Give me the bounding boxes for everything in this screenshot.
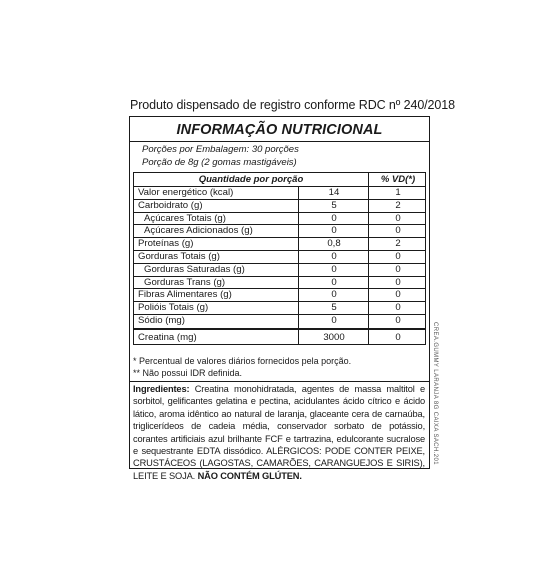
regulatory-note: Produto dispensado de registro conforme RDC nº 240/2018 [130,98,455,112]
nutrient-name: Creatina (mg) [138,331,197,343]
nutrient-name: Carboidrato (g) [138,199,203,211]
table-row [134,251,425,264]
creatine-row [134,328,425,344]
serving-size: Porção de 8g (2 gomas mastigáveis) [142,157,297,168]
nutrient-name: Polióis Totais (g) [138,302,209,314]
table-row [134,200,425,213]
table-header-row [134,173,425,187]
nutrient-name: Gorduras Saturadas (g) [144,263,245,275]
nutrient-qty: 0 [298,264,369,276]
nutrient-vd: 0 [368,302,427,314]
table-row [134,315,425,328]
nutrient-qty: 0 [298,213,369,225]
nutrient-name: Gorduras Totais (g) [138,250,220,262]
footnote-idr: ** Não possui IDR definida. [133,368,243,378]
nutrient-qty: 0 [298,315,369,328]
product-code: CREA.GUMMY LARANJA 8G CAIXA SACH.201 [432,322,438,465]
servings-per-package: Porções por Embalagem: 30 porções [142,144,299,155]
nutrition-facts-panel [129,116,430,481]
nutrient-name: Açúcares Totais (g) [144,212,226,224]
nutrient-qty: 0 [298,225,369,237]
ingredients-body: Creatina monohidratada, agentes de massa maltitol e sorbitol, gelificantes gelatina e pectina, acidulantes ácido cítrico e ácido lático, aroma idêntico ao natural de laranja, glaceante cera de carnaúba, triglicerídeos de cadeia média, conservador sorbato de potássio, corantes artificiais azul brilhante FCF e tartrazina, edulcorante sucralose e sequestrante EDTA dissódico. ALÉRGICOS: PODE CONTER PEIXE, CRUSTÁCEOS (LAGOSTAS, CAMARÕES, CARANGUEJOS E SIRIS), LEITE E SOJA. [133,384,425,481]
nutrient-qty: 5 [298,200,369,212]
nutrient-vd: 1 [368,187,427,199]
nutrient-qty: 0 [298,251,369,263]
nutrient-name: Proteínas (g) [138,238,194,250]
vd-header: % VD(*) [368,173,427,186]
ingredients-label: Ingredientes: [133,384,190,394]
nutrient-name: Gorduras Trans (g) [144,276,226,288]
panel-title: INFORMAÇÃO NUTRICIONAL [176,122,383,138]
nutrient-vd: 0 [368,251,427,263]
nutrient-vd: 0 [368,264,427,276]
gluten-statement: NÃO CONTÉM GLÚTEN. [197,470,302,481]
table-row [134,213,425,226]
nutrient-vd: 2 [368,238,427,250]
nutrient-qty: 14 [298,187,369,199]
nutrient-vd: 2 [368,200,427,212]
nutrient-vd: 0 [368,225,427,237]
nutrient-vd: 0 [368,277,427,289]
nutrient-name: Açúcares Adicionados (g) [144,225,253,237]
nutrient-qty: 0 [298,277,369,289]
nutrient-qty: 5 [298,302,369,314]
nutrient-name: Fibras Alimentares (g) [138,289,232,301]
table-row [134,187,425,200]
table-row [134,277,425,290]
ingredients-text [133,383,425,482]
table-row [134,302,425,315]
table-row [134,225,425,238]
nutrient-vd: 0 [368,330,427,344]
nutrient-vd: 0 [368,289,427,301]
nutrient-qty: 0,8 [298,238,369,250]
nutrition-table [133,172,426,345]
nutrient-vd: 0 [368,315,427,328]
nutrient-name: Sódio (mg) [138,314,185,326]
nutrient-qty: 0 [298,289,369,301]
title-divider [130,141,429,142]
table-row [134,264,425,277]
ingredients-divider [130,381,429,382]
table-row [134,238,425,251]
table-row [134,289,425,302]
footnote-vd: * Percentual de valores diários fornecidos pela porção. [133,356,352,366]
nutrient-qty: 3000 [298,330,369,344]
qty-header: Quantidade por porção [198,174,304,185]
nutrient-name: Valor energético (kcal) [138,187,234,198]
nutrient-vd: 0 [368,213,427,225]
